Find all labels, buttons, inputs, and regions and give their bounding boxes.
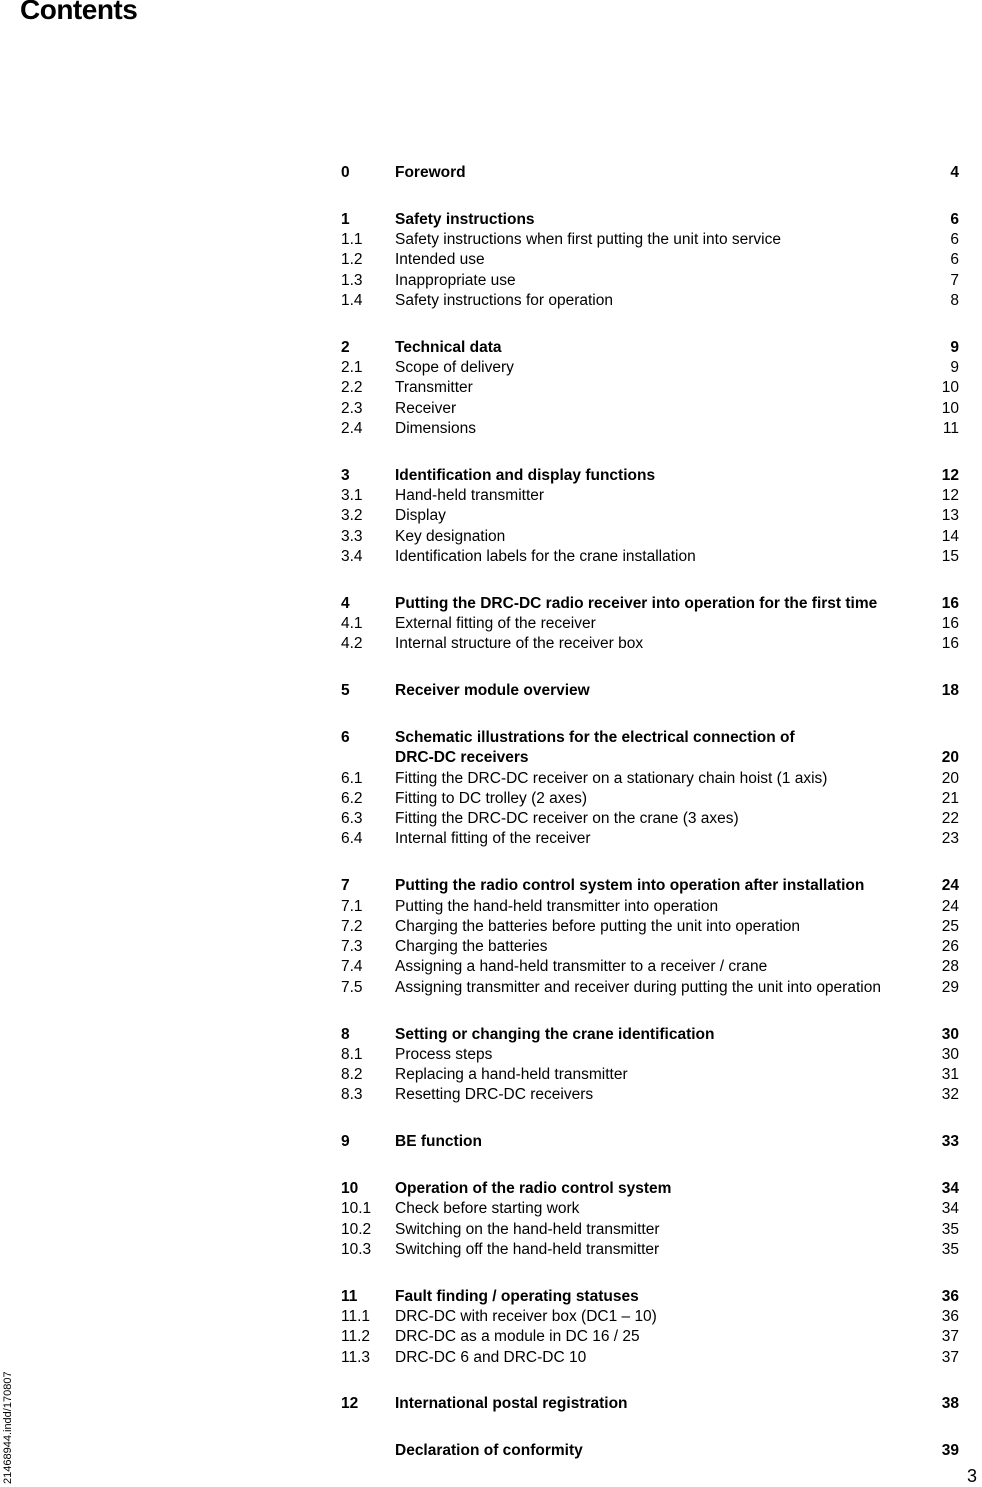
- toc-title: Assigning transmitter and receiver during putting the unit into operation: [395, 978, 881, 996]
- toc-entry[interactable]: [341, 978, 959, 998]
- toc-title: Operation of the radio control system: [395, 1179, 672, 1197]
- toc-entry[interactable]: [341, 769, 959, 789]
- toc-entry[interactable]: [341, 809, 959, 829]
- toc-page-number: 22: [941, 810, 959, 828]
- toc-entry[interactable]: [341, 399, 959, 419]
- toc-title: Display: [395, 507, 446, 525]
- toc-page-number: 13: [941, 507, 959, 525]
- toc-page-number: 6: [950, 251, 959, 269]
- toc-section: [341, 1025, 959, 1106]
- toc-page-number: 9: [950, 338, 959, 356]
- toc-page-number: 30: [941, 1025, 959, 1043]
- toc-page-number: 39: [941, 1442, 959, 1460]
- toc-number: 8.2: [341, 1066, 363, 1084]
- toc-number: 3.4: [341, 547, 363, 565]
- toc-entry[interactable]: [341, 1348, 959, 1368]
- toc-title: Process steps: [395, 1045, 493, 1063]
- toc-title: Safety instructions for operation: [395, 291, 613, 309]
- toc-number: 1.3: [341, 271, 363, 289]
- toc-title: Setting or changing the crane identification: [395, 1025, 715, 1043]
- toc-number: 7.1: [341, 897, 363, 915]
- toc-chapter-heading[interactable]: [341, 1287, 959, 1307]
- toc-number: 10.2: [341, 1220, 372, 1238]
- toc-number: 2.2: [341, 379, 363, 397]
- toc-page-number: 23: [941, 830, 959, 848]
- toc-title: Assigning a hand-held transmitter to a receiver / crane: [395, 958, 768, 976]
- toc-number: 2: [341, 338, 350, 356]
- toc-title: International postal registration: [395, 1395, 628, 1413]
- toc-number: 3.3: [341, 527, 363, 545]
- toc-title: Inappropriate use: [395, 271, 516, 289]
- toc-page-number: 16: [941, 594, 959, 612]
- toc-page-number: 20: [941, 749, 959, 767]
- toc-chapter-heading[interactable]: [341, 728, 959, 748]
- toc-page-number: 38: [941, 1395, 959, 1413]
- toc-title: Internal structure of the receiver box: [395, 635, 644, 653]
- toc-section: [341, 210, 959, 311]
- toc-page-number: 20: [941, 769, 959, 787]
- toc-chapter-heading[interactable]: [341, 1132, 959, 1152]
- toc-chapter-heading[interactable]: [341, 594, 959, 614]
- toc-section: [341, 1394, 959, 1414]
- toc-number: 6.3: [341, 810, 363, 828]
- toc-page-number: 34: [941, 1179, 959, 1197]
- toc-number: 10: [341, 1179, 359, 1197]
- toc-number: 8: [341, 1025, 350, 1043]
- toc-section: [341, 1287, 959, 1368]
- toc-entry[interactable]: [341, 527, 959, 547]
- toc-page-number: 31: [941, 1066, 959, 1084]
- toc-entry[interactable]: [341, 1045, 959, 1065]
- toc-number: 11: [341, 1287, 358, 1305]
- toc-page-number: 12: [941, 466, 959, 484]
- toc-number: 7: [341, 877, 350, 895]
- toc-chapter-heading[interactable]: [341, 466, 959, 486]
- toc-number: 3: [341, 466, 350, 484]
- toc-page-number: 16: [941, 635, 959, 653]
- toc-number: 7.5: [341, 978, 363, 996]
- toc-chapter-heading[interactable]: [341, 210, 959, 230]
- toc-page-number: 12: [941, 487, 959, 505]
- toc-number: 8.3: [341, 1086, 363, 1104]
- toc-entry[interactable]: [341, 1199, 959, 1219]
- page-number: 3: [966, 1466, 977, 1486]
- toc-number: 4: [341, 594, 350, 612]
- toc-section: [341, 163, 959, 183]
- toc-page-number: 34: [941, 1200, 959, 1218]
- toc-chapter-heading[interactable]: [341, 1394, 959, 1414]
- toc-entry[interactable]: [341, 1085, 959, 1105]
- toc-page-number: 8: [950, 291, 959, 309]
- toc-page-number: 7: [950, 271, 959, 289]
- toc-title: Switching on the hand-held transmitter: [395, 1220, 660, 1238]
- toc-title: Identification and display functions: [395, 466, 656, 484]
- toc-entry[interactable]: [341, 789, 959, 809]
- toc-page-number: 36: [941, 1287, 959, 1305]
- toc-page-number: 21: [941, 789, 959, 807]
- toc-section: [341, 338, 959, 439]
- toc-entry[interactable]: [341, 486, 959, 506]
- toc-title: Fitting the DRC-DC receiver on the crane (3 axes): [395, 810, 739, 828]
- toc-title: DRC-DC with receiver box (DC1 – 10): [395, 1307, 657, 1325]
- toc-section: [341, 1441, 959, 1461]
- toc-title: Identification labels for the crane installation: [395, 547, 696, 565]
- toc-title: DRC-DC as a module in DC 16 / 25: [395, 1328, 640, 1346]
- toc-section: [341, 1179, 959, 1260]
- toc-page-number: 4: [950, 164, 959, 181]
- toc-title: Charging the batteries before putting the unit into operation: [395, 917, 800, 935]
- page-title: Contents: [20, 0, 138, 25]
- toc-title: Transmitter: [395, 379, 473, 397]
- toc-number: 4.1: [341, 615, 363, 633]
- toc-number: 11.1: [341, 1307, 371, 1325]
- toc-page-number: 33: [941, 1133, 959, 1151]
- toc-title: Hand-held transmitter: [395, 487, 545, 505]
- toc-page-number: 29: [941, 978, 959, 996]
- toc-page-number: 10: [941, 379, 959, 397]
- toc-number: 4.2: [341, 635, 363, 653]
- toc-title: Dimensions: [395, 419, 476, 437]
- toc-title: Charging the batteries: [395, 938, 548, 956]
- toc-section: [341, 466, 959, 567]
- toc-title: Switching off the hand-held transmitter: [395, 1240, 660, 1258]
- toc-title: Technical data: [395, 338, 502, 356]
- file-reference-code: 21468944.indd/170807: [2, 1371, 14, 1484]
- toc-page-number: 35: [941, 1240, 959, 1258]
- toc-title: Scope of delivery: [395, 359, 514, 377]
- toc-number: 12: [341, 1395, 359, 1413]
- toc-title: Safety instructions when first putting the unit into service: [395, 231, 781, 249]
- toc-entry[interactable]: [341, 1065, 959, 1085]
- toc-page-number: 10: [941, 399, 959, 417]
- toc-entry[interactable]: [341, 1327, 959, 1347]
- toc-section: [341, 728, 959, 850]
- toc-number: 2.1: [341, 359, 363, 377]
- toc-title: Replacing a hand-held transmitter: [395, 1066, 628, 1084]
- toc-entry[interactable]: [341, 271, 959, 291]
- toc-title: Resetting DRC-DC receivers: [395, 1086, 594, 1104]
- toc-number: 6.1: [341, 769, 363, 787]
- toc-number: 3.1: [341, 487, 363, 505]
- toc-title: Putting the radio control system into operation after installation: [395, 877, 865, 895]
- toc-number: 7.3: [341, 938, 363, 956]
- toc-number: 1.1: [341, 231, 363, 249]
- toc-number: 2.3: [341, 399, 363, 417]
- toc-page-number: 24: [941, 897, 959, 915]
- toc-page-number: 26: [941, 938, 959, 956]
- toc-entry[interactable]: [341, 897, 959, 917]
- toc-page-number: 11: [942, 419, 959, 437]
- toc-page-number: 28: [941, 958, 959, 976]
- toc-entry[interactable]: [341, 419, 959, 439]
- toc-chapter-heading[interactable]: [341, 1179, 959, 1199]
- toc-section: [341, 594, 959, 655]
- toc-page-number: 30: [941, 1045, 959, 1063]
- toc-title: Key designation: [395, 527, 506, 545]
- toc-title: Receiver module overview: [395, 682, 590, 700]
- toc-page-number: 16: [941, 615, 959, 633]
- toc-section: [341, 681, 959, 701]
- toc-number: 6.2: [341, 789, 363, 807]
- toc-section: [341, 1132, 959, 1152]
- toc-entry[interactable]: [341, 1220, 959, 1240]
- toc-number: 3.2: [341, 507, 363, 525]
- toc-section: [341, 876, 959, 998]
- toc-entry[interactable]: [341, 250, 959, 270]
- toc-number: 1: [341, 210, 350, 228]
- toc-number: 1.2: [341, 251, 363, 269]
- toc-entry[interactable]: [341, 614, 959, 634]
- table-of-contents: [341, 163, 959, 1461]
- toc-number: 2.4: [341, 419, 363, 437]
- toc-entry[interactable]: [341, 634, 959, 654]
- toc-number: 0: [341, 164, 350, 181]
- toc-number: 7.4: [341, 958, 363, 976]
- toc-title: DRC-DC 6 and DRC-DC 10: [395, 1348, 587, 1366]
- toc-title: BE function: [395, 1133, 482, 1151]
- toc-page-number: 32: [941, 1086, 959, 1104]
- toc-chapter-heading[interactable]: [341, 163, 959, 183]
- toc-entry[interactable]: [341, 358, 959, 378]
- toc-title: Putting the hand-held transmitter into operation: [395, 897, 719, 915]
- toc-entry[interactable]: [341, 1307, 959, 1327]
- toc-entry[interactable]: [341, 957, 959, 977]
- toc-chapter-heading[interactable]: [341, 1025, 959, 1045]
- toc-entry[interactable]: [341, 378, 959, 398]
- toc-entry[interactable]: [341, 230, 959, 250]
- toc-title: Fault finding / operating statuses: [395, 1287, 639, 1305]
- toc-title: Schematic illustrations for the electrical connection of: [395, 728, 795, 746]
- toc-title: Intended use: [395, 251, 485, 269]
- toc-page-number: 25: [941, 917, 959, 935]
- toc-page-number: 37: [941, 1328, 959, 1346]
- toc-number: 1.4: [341, 291, 363, 309]
- toc-entry[interactable]: [341, 1240, 959, 1260]
- toc-number: 11.3: [341, 1348, 371, 1366]
- toc-page-number: 15: [941, 547, 959, 565]
- toc-number: 11.2: [341, 1328, 371, 1346]
- toc-number: 6: [341, 728, 350, 746]
- toc-chapter-heading[interactable]: [341, 338, 959, 358]
- toc-title: Declaration of conformity: [395, 1442, 583, 1460]
- toc-number: 8.1: [341, 1045, 363, 1063]
- toc-page-number: 6: [950, 210, 959, 228]
- toc-number: 10.3: [341, 1240, 372, 1258]
- toc-page-number: 9: [950, 359, 959, 377]
- toc-chapter-heading[interactable]: [341, 1441, 959, 1461]
- toc-title: Fitting to DC trolley (2 axes): [395, 789, 588, 807]
- toc-page-number: 35: [941, 1220, 959, 1238]
- toc-number: 6.4: [341, 830, 363, 848]
- toc-entry[interactable]: [341, 506, 959, 526]
- toc-chapter-heading[interactable]: [341, 876, 959, 896]
- toc-number: 9: [341, 1133, 350, 1151]
- toc-entry[interactable]: [341, 291, 959, 311]
- toc-page-number: 14: [941, 527, 959, 545]
- toc-title: Fitting the DRC-DC receiver on a stationary chain hoist (1 axis): [395, 769, 828, 787]
- toc-title: DRC-DC receivers: [395, 749, 529, 767]
- toc-entry[interactable]: [341, 829, 959, 849]
- toc-page-number: 37: [941, 1348, 959, 1366]
- toc-number: 5: [341, 682, 350, 700]
- toc-entry[interactable]: [341, 547, 959, 567]
- toc-page-number: 24: [941, 877, 959, 895]
- toc-title: Receiver: [395, 399, 457, 417]
- toc-title: Safety instructions: [395, 210, 535, 228]
- toc-entry[interactable]: [341, 937, 959, 957]
- toc-number: 7.2: [341, 917, 363, 935]
- toc-page-number: 6: [950, 231, 959, 249]
- toc-title: Putting the DRC-DC radio receiver into operation for the first time: [395, 594, 878, 612]
- toc-number: 10.1: [341, 1200, 372, 1218]
- toc-title: Internal fitting of the receiver: [395, 830, 591, 848]
- toc-page-number: 36: [941, 1307, 959, 1325]
- toc-title: External fitting of the receiver: [395, 615, 596, 633]
- toc-title: Foreword: [395, 164, 466, 181]
- toc-chapter-heading[interactable]: [341, 681, 959, 701]
- toc-page-number: 18: [941, 682, 959, 700]
- toc-chapter-heading-continued[interactable]: [341, 748, 959, 768]
- toc-title: Check before starting work: [395, 1200, 580, 1218]
- toc-entry[interactable]: [341, 917, 959, 937]
